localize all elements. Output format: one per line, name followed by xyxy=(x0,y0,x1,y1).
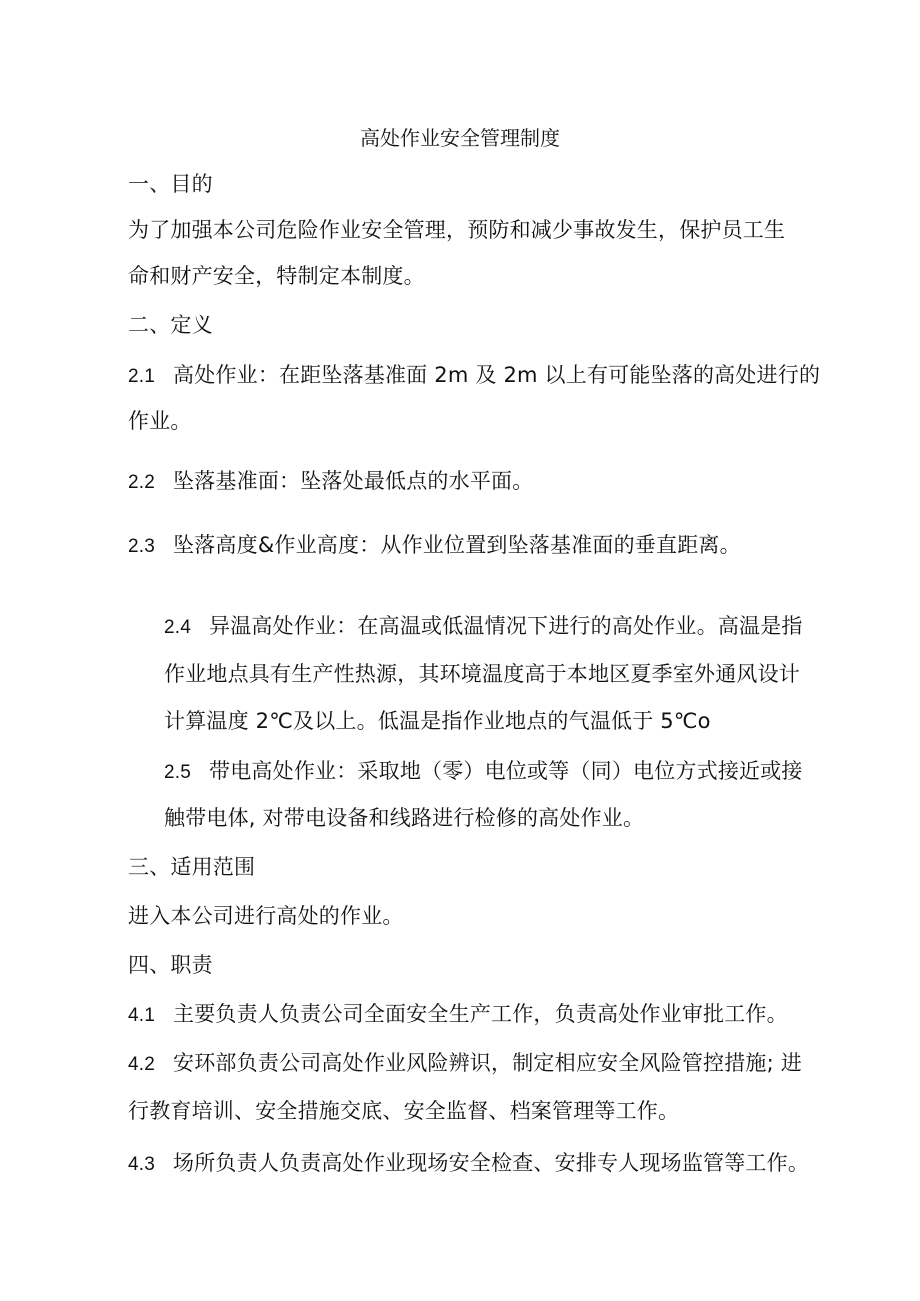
item-text: 场所负责人负责高处作业现场安全检查、安排专人现场监管等工作。 xyxy=(173,1151,810,1175)
section-heading-responsibilities: 四、职责 xyxy=(128,953,213,977)
document-title: 高处作业安全管理制度 xyxy=(360,126,560,150)
definition-2-4-line-2: 作业地点具有生产性热源，其环境温度高于本地区夏季室外通风设计 xyxy=(164,662,800,686)
item-text: 高处作业：在距坠落基准面 2m 及 2m 以上有可能坠落的高处进行的 xyxy=(173,363,821,387)
definition-2-5-line-1 xyxy=(164,757,803,787)
item-text: 主要负责人负责公司全面安全生产工作，负责高处作业审批工作。 xyxy=(173,1002,788,1026)
definition-2-3 xyxy=(128,531,741,561)
definition-2-4-line-1 xyxy=(164,612,803,642)
purpose-text-line-2: 命和财产安全，特制定本制度。 xyxy=(128,264,425,288)
item-number: 2.5 xyxy=(164,762,192,783)
responsibility-4-2-line-2: 行教育培训、安全措施交底、安全监督、档案管理等工作。 xyxy=(128,1099,680,1123)
purpose-text-line-1: 为了加强本公司危险作业安全管理，预防和减少事故发生，保护员工生 xyxy=(128,218,786,242)
item-text: 安环部负责公司高处作业风险辨识，制定相应安全风险管控措施; 进 xyxy=(173,1051,802,1075)
responsibility-4-3 xyxy=(128,1149,809,1179)
section-heading-definitions: 二、定义 xyxy=(128,313,213,337)
responsibility-4-1 xyxy=(128,1000,788,1030)
definition-2-5-line-2: 触带电体, 对带电设备和线路进行检修的高处作业。 xyxy=(164,806,645,830)
item-number: 4.2 xyxy=(128,1054,156,1075)
item-number: 2.4 xyxy=(164,617,192,638)
definition-2-1-line-1 xyxy=(128,361,820,391)
item-text: 带电高处作业：采取地（零）电位或等（同）电位方式接近或接 xyxy=(209,759,803,783)
item-number: 2.3 xyxy=(128,536,156,557)
item-text: 坠落高度&作业高度：从作业位置到坠落基准面的垂直距离。 xyxy=(173,533,741,557)
item-text: 坠落基准面：坠落处最低点的水平面。 xyxy=(173,469,534,493)
section-heading-scope: 三、适用范围 xyxy=(128,855,256,879)
section-heading-purpose: 一、目的 xyxy=(128,172,213,196)
item-number: 2.1 xyxy=(128,366,156,387)
item-number: 4.1 xyxy=(128,1005,156,1026)
definition-2-1-line-2: 作业。 xyxy=(128,409,192,433)
item-number: 2.2 xyxy=(128,472,156,493)
definition-2-2 xyxy=(128,467,533,497)
scope-text: 进入本公司进行高处的作业。 xyxy=(128,904,404,928)
item-text: 异温高处作业：在高温或低温情况下进行的高处作业。高温是指 xyxy=(209,614,803,638)
item-number: 4.3 xyxy=(128,1154,156,1175)
responsibility-4-2-line-1 xyxy=(128,1049,802,1079)
definition-2-4-line-3: 计算温度 2℃及以上。低温是指作业地点的气温低于 5℃o xyxy=(164,709,711,733)
